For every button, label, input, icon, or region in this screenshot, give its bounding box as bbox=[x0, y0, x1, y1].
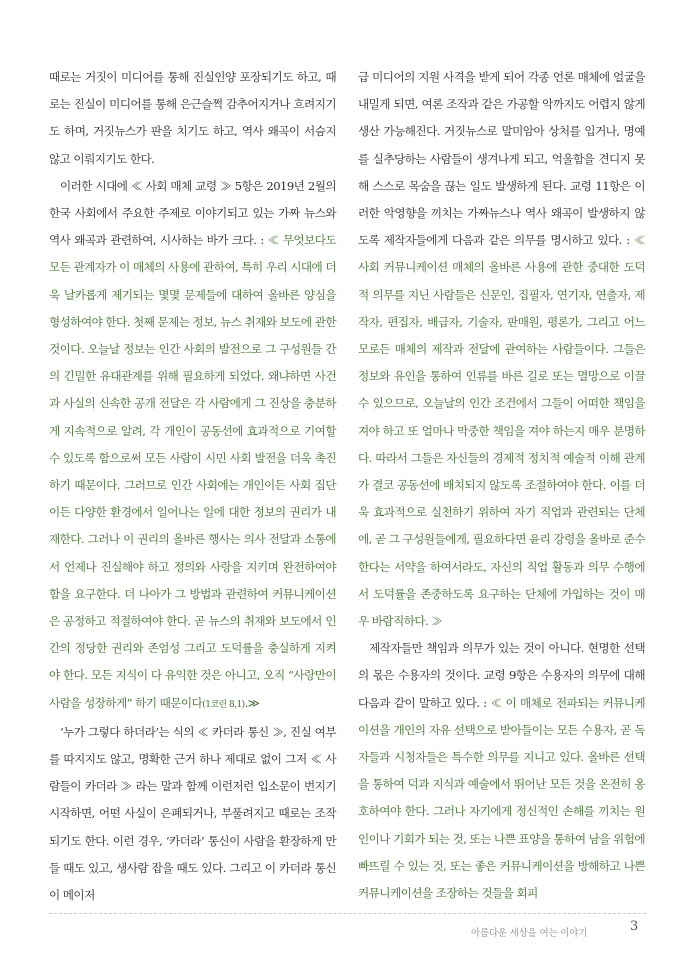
decree-5-quote-text: ≪ 무엇보다도 모든 관계자가 이 매체의 사용에 관하여, 특히 우리 시대에 더욱 날카롭게 제기되는 몇몇 문제들에 대하여 올바른 양심을 형성하여야 한다. 첫째 문제는 정보, 뉴스 취재와 보도에 관한 것이다. 오늘날 정보는 인간 사회의 발전으로 그 구성원들 간의 긴밀한 유대관계를 위해 필요하게 되었다. 왜냐하면 사건과 사실의 신속한 공개 전달은 각 사람에게 그 진상을 충분하게 지속적으로 알려, 각 개인이 공동선에 효과적으로 기여할 수 있도록 함으로써 모든 사람이 시민 사회 발전을 더욱 촉진하기 때문이다. 그러므로 인간 사회에는 개인이든 사회 집단이든 다양한 환경에서 일어나는 일에 대한 정보의 권리가 내재한다. 그러나 이 권리의 올바른 행사는 의사 전달과 소통에서 언제나 진실해야 하고 정의와 사랑을 지키며 완전하여야 함을 요구한다. 더 나아가 그 방법과 관련하여 커뮤니케이션은 공정하고 적절하여야 한다. 곧 뉴스의 취재와 보도에서 인간의 정당한 권리와 존엄성 그리고 도덕률을 충실하게 지켜야 한다. 모든 지식이 다 유익한 것은 아니고, 오직 “사랑만이 사람을 성장하게” 하기 때문이다 bbox=[49, 233, 336, 710]
paragraph-2 bbox=[49, 173, 336, 719]
page-number: 3 bbox=[630, 919, 639, 934]
decree-11-quote: ≪ 사회 커뮤니케이션 매체의 올바른 사용에 관한 중대한 도덕적 의무를 지닌 사람들은 신문인, 집필자, 연기자, 연출자, 제작자, 편집자, 배급자, 기술자, 판매원, 평론가, 그리고 어느 모로든 매체의 제작과 전달에 관여하는 사람들이다. 그들은 정보와 유인을 통하여 인류를 바른 길로 또는 멸망으로 이끌 수 있으므로, 오늘날의 인간 조건에서 그들이 어떠한 책임을 져야 하고 또 얼마나 막중한 책임을 져야 하는지 매우 분명하다. 따라서 그들은 자신들의 경제적 정치적 예술적 이해 관계가 결코 공동선에 배치되지 않도록 조절하여야 한다. 이를 더욱 효과적으로 실천하기 위하여 자기 직업과 관련되는 단체에, 곧 그 구성원들에게, 필요하다면 윤리 강령을 올바로 준수한다는 서약을 하여서라도, 자신의 직업 활동과 의무 수행에서 도덕률을 존중하도록 요구하는 단체에 가입하는 것이 매우 바람직하다. ≫ bbox=[358, 233, 645, 629]
paragraph-1: 때로는 거짓이 미디어를 통해 진실인양 포장되기도 하고, 때로는 진실이 미디어를 통해 은근슬쩍 감추어지거나 흐려지기도 하며, 거짓뉴스가 판을 치기도 하고, 역사 왜곡이 서슴지 않고 이뤄지기도 한다. bbox=[49, 70, 336, 166]
paragraph-4-text: 급 미디어의 지원 사격을 받게 되어 각종 언론 매체에 얼굴을 내밀게 되면, 여론 조작과 같은 가공할 악까지도 어렵지 않게 생산 가능해진다. 거짓뉴스로 말미암아 상처를 입거나, 명예를 실추당하는 사람들이 생겨나게 되고, 억울함을 견디지 못해 스스로 목숨을 끊는 일도 발생하게 된다. 교령 11항은 이러한 악영향을 끼치는 가짜뉴스나 역사 왜곡이 발생하지 않도록 제작자들에게 다음과 같은 의무를 명시하고 있다. : bbox=[358, 70, 645, 248]
footer-divider bbox=[49, 913, 646, 914]
left-column bbox=[49, 64, 336, 909]
paragraph-5 bbox=[358, 635, 645, 907]
quote-end-mark: .≫ bbox=[244, 695, 260, 710]
paragraph-3: ‘누가 그렇다 하더라’는 식의 ≪ 카더라 통신 ≫, 진실 여부를 따지지도 않고, 명확한 근거 하나 제대로 없이 그저 ≪ 사람들이 카더라 ≫ 라는 말과 함께 이런저런 입소문이 번지기 시작하면, 어떤 사실이 은폐되거나, 부풀려지고 때로는 조작되기도 한다. 이런 경우, ‘카더라’ 통신이 사람을 환장하게 만들 때도 있고, 생사람 잡을 때도 있다. 그리고 이 카더라 통신이 메이저 bbox=[49, 724, 336, 903]
paragraph-5-text: 제작자들만 책임과 의무가 있는 것이 아니다. 현명한 선택의 몫은 수용자의 것이다. 교령 9항은 수용자의 의무에 대해 다음과 같이 말하고 있다. : bbox=[358, 641, 645, 710]
paragraph-4 bbox=[358, 64, 645, 635]
right-column bbox=[358, 64, 645, 907]
paragraph-2-intro: 이러한 시대에 ≪ 사회 매체 교령 ≫ 5항은 2019년 2월의 한국 사회에서 주요한 주제로 이야기되고 있는 가짜 뉴스와 역사 왜곡과 관련하여, 시사하는 바가 크다. : bbox=[49, 178, 336, 248]
decree-5-quote bbox=[49, 233, 336, 709]
footer-title: 아름다운 세상을 여는 이야기 bbox=[471, 928, 588, 939]
bible-reference: (1코린 8,1) bbox=[202, 699, 245, 710]
decree-9-quote: ≪ 이 매체로 전파되는 커뮤니케이션을 개인의 자유 선택으로 받아들이는 모든 수용자, 곧 독자들과 시청자들은 특수한 의무를 지니고 있다. 올바른 선택을 통하여 덕과 지식과 예술에서 뛰어난 모든 것을 온전히 옹호하여야 한다. 그러나 자기에게 정신적인 손해를 끼치는 원인이나 기회가 되는 것, 또는 나쁜 표양을 통하여 남을 위험에 빠뜨릴 수 있는 것, 또는 좋은 커뮤니케이션을 방해하고 나쁜 커뮤니케이션을 조장하는 것들을 회피 bbox=[358, 695, 645, 901]
